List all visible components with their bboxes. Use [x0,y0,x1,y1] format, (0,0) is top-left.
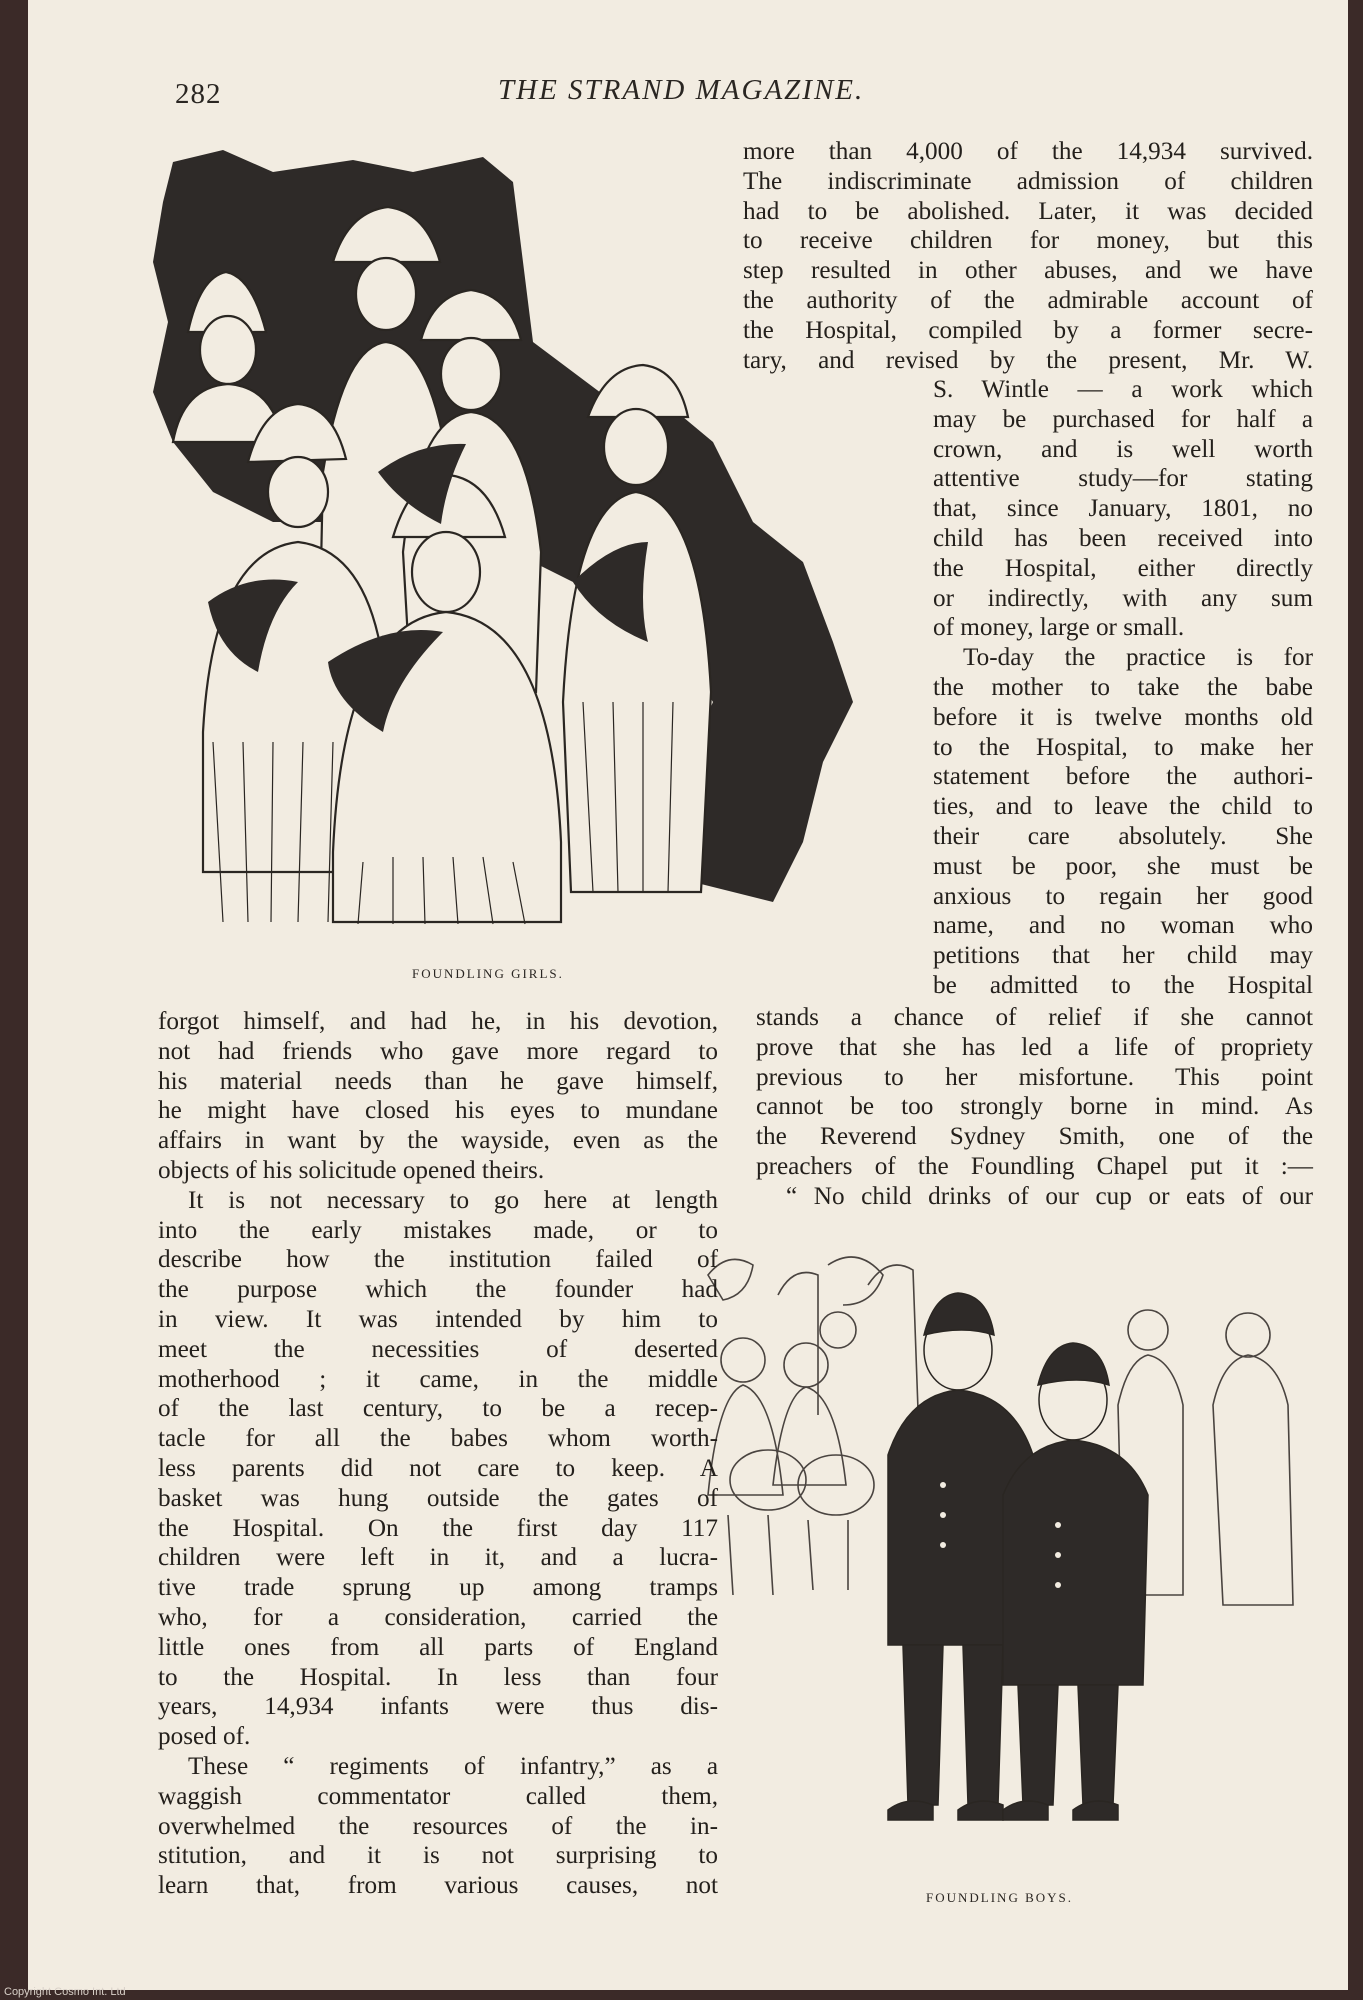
text-line: the authority of the admirable account of [743,286,1313,314]
text-line: prove that she has led a life of propriety [756,1033,1313,1061]
text-line: waggish commentator called them, [158,1782,718,1810]
text-line: stands a chance of relief if she cannot [756,1004,1313,1031]
text-line: the Hospital. On the first day 117 [158,1514,718,1542]
text-line: child has been received into [933,524,1313,552]
right-column-bottom [756,1003,1313,1212]
text-line: tive trade sprung up among tramps [158,1574,718,1602]
text-line: the Hospital, either directly [933,554,1313,582]
text-line: petitions that her child may [933,942,1313,970]
boys-caption: FOUNDLING BOYS. [926,1890,1074,1905]
text-line: anxious to regain her good [933,882,1313,910]
text-line: more than 4,000 of the 14,934 survived. [743,138,1313,165]
text-line: previous to her misfortune. This point [756,1063,1313,1091]
text-line: ties, and to leave the child to [933,793,1313,821]
text-line: the Reverend Sydney Smith, one of the [756,1123,1313,1151]
text-line: to receive children for money, but this [743,227,1313,255]
text-line: tary, and revised by the present, Mr. W. [743,346,1313,374]
text-line: forgot himself, and had he, in his devotion, [158,1008,718,1035]
page-number: 282 [175,78,222,110]
text-line: of the last century, to be a recep- [158,1395,718,1423]
text-line: attentive study—for stating [933,465,1313,493]
text-line: that, since January, 1801, no [933,495,1313,523]
foundling-boys-illustration [688,1235,1323,1845]
text-line: overwhelmed the resources of the in- [158,1812,718,1840]
text-line: be admitted to the Hospital [933,971,1313,999]
text-line: his material needs than he gave himself, [158,1067,718,1095]
copyright-notice: Copyright Cosmo Int. Ltd [4,1986,126,1998]
text-line: cannot be too strongly borne in mind. As [756,1093,1313,1121]
left-column-bottom [158,1007,718,1901]
right-column-narrow [933,375,1313,1001]
text-line: meet the necessities of deserted [158,1335,718,1363]
text-line: who, for a consideration, carried the [158,1603,718,1631]
text-line: of money, large or small. [933,614,1185,642]
text-line: preachers of the Foundling Chapel put it :— [756,1152,1313,1180]
text-line: basket was hung outside the gates of [158,1484,718,1512]
text-line: or indirectly, with any sum [933,584,1313,612]
text-line: into the early mistakes made, or to [158,1216,718,1244]
text-line: the mother to take the babe [933,673,1313,701]
text-line: he might have closed his eyes to mundane [158,1097,718,1125]
text-line: tacle for all the babes whom worth- [158,1425,718,1453]
text-line: S. Wintle — a work which [933,376,1313,403]
text-line: To-day the practice is for [963,644,1313,672]
text-line: not had friends who gave more regard to [158,1037,718,1065]
text-line: less parents did not care to keep. A [158,1454,718,1482]
text-line: the Hospital, compiled by a former secre- [743,316,1313,344]
text-line: may be purchased for half a [933,405,1313,433]
text-line: to the Hospital, to make her [933,733,1313,761]
text-line: children were left in it, and a lucra- [158,1544,718,1572]
text-line: in view. It was intended by him to [158,1305,718,1333]
text-line: These “ regiments of infantry,” as a [188,1752,718,1780]
text-line: stitution, and it is not surprising to [158,1842,718,1870]
text-line: learn that, from various causes, not [158,1872,718,1900]
text-line: motherhood ; it came, in the middle [158,1365,718,1393]
text-line: must be poor, she must be [933,852,1313,880]
text-line: name, and no woman who [933,912,1313,940]
girls-caption: FOUNDLING GIRLS. [412,966,564,981]
text-line: years, 14,934 infants were thus dis- [158,1693,718,1721]
text-line: to the Hospital. In less than four [158,1663,718,1691]
text-line: their care absolutely. She [933,822,1313,850]
right-column-top [743,137,1313,375]
text-line: before it is twelve months old [933,703,1313,731]
text-line: The indiscriminate admission of children [743,167,1313,195]
text-line: It is not necessary to go here at length [188,1186,718,1214]
text-line: describe how the institution failed of [158,1246,718,1274]
text-line: “ No child drinks of our cup or eats of our [786,1182,1313,1210]
text-line: objects of his solicitude opened theirs. [158,1156,545,1184]
text-line: the purpose which the founder had [158,1276,718,1304]
text-line: posed of. [158,1723,251,1751]
text-line: affairs in want by the wayside, even as the [158,1127,718,1155]
text-line: step resulted in other abuses, and we have [743,257,1313,285]
text-line: had to be abolished. Later, it was decided [743,197,1313,225]
text-line: crown, and is well worth [933,435,1313,463]
text-line: statement before the authori- [933,763,1313,791]
running-title: THE STRAND MAGAZINE. [498,74,865,106]
text-line: little ones from all parts of England [158,1633,718,1661]
magazine-page [28,0,1348,1990]
